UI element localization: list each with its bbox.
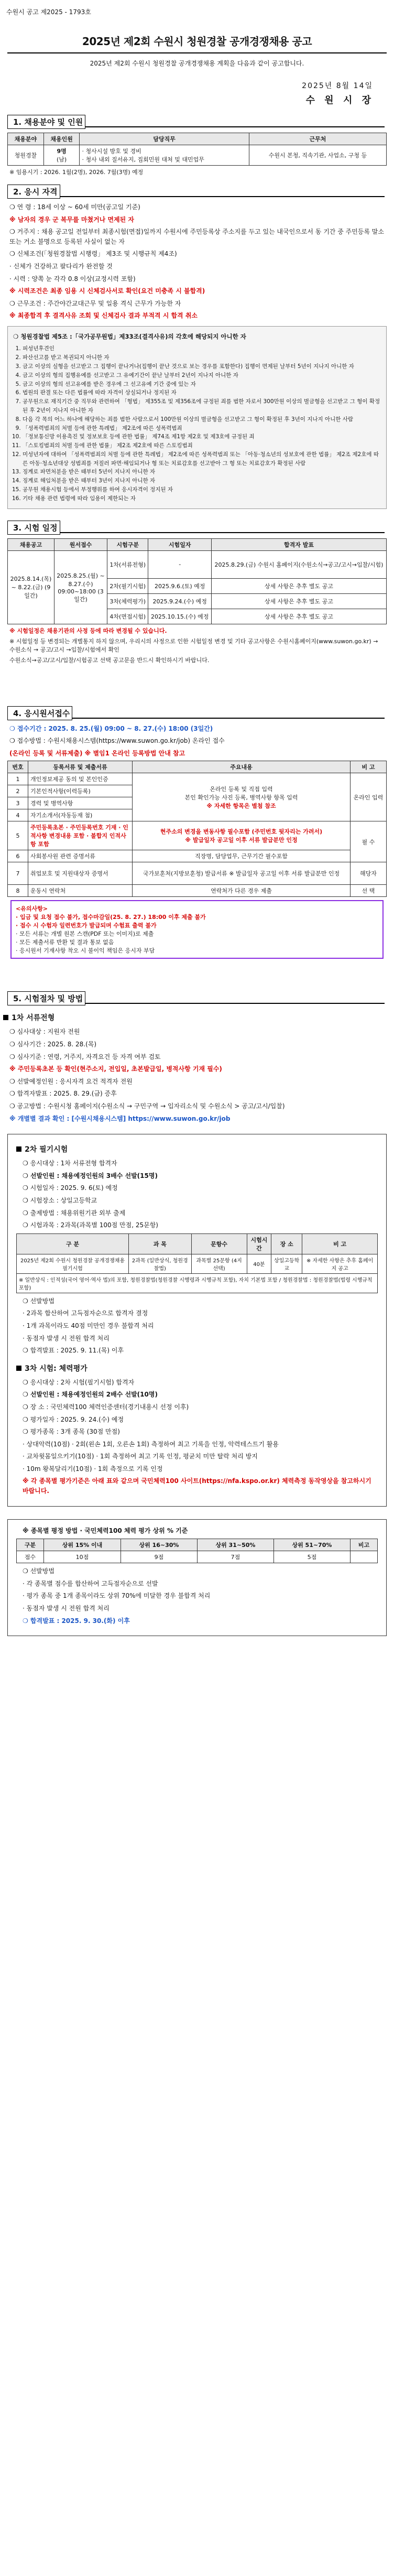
written-exam-table: 구 분 과 목 문항수 시험시간 장 소 비 고 2025년 제2회 수원시 청원경찰 공개경쟁채용 필기시험 2과목 (일반상식, 청원경찰법) 과목별 25문항 (4지 선택) 40분 상일고등학교 ※ 자세한 사항은 추후 홈페이지 공고 ※ 일반상식 : 인적성(국어 영어·역사 법)의 포함, 청원경찰법(청원경찰 시행령과 시행규칙 포함), 자치 기본법 포함 / 청원경찰법 : 청원경찰법(법령 시행규칙 포함) [16, 1233, 378, 1293]
req-military-note: ※ 남자의 경우 군 복무를 마쳤거나 면제된 자 [9, 215, 134, 223]
stage-1-title: 1차 서류전형 [3, 1012, 391, 1023]
result-cell: 상세 사항은 추후 별도 공고 [211, 609, 386, 624]
square-bullet-icon [3, 1015, 8, 1020]
announce-cell: 2025.8.14.(목) ~ 8.22.(금) (9일간) [8, 550, 54, 624]
table-header: 채용공고 [8, 538, 54, 550]
caution-box: <유의사항> · 입금 및 요청 접수 불가, 접수마감일(25. 8. 27.) 18:00 이후 제출 불가 · 접수 시 수험자 일련번호가 발급되며 수험표 출력 불가 · 모든 서류는 개별 원본 스캔(PDF 또는 이미지)로 제출 · 모든 제출서류 반환 및 결과 통보 없음 · 응시원서 기재사항 착오 시 불이익 책임은 응시자 부담 [10, 900, 384, 959]
list-item: 12. 미성년자에 대하여 「성폭력범죄의 처벌 등에 관한 특례법」 제2조에 따른 성폭력범죄 또는 「아동·청소년의 성보호에 관한 법률」 제2조 제2호에 따른 아동·청소년대상 성범죄를 저질러 파면·해임되거나 형 또는 치료감호를 선고받아 그 형 또는 치료감호가 확정된 사람 [23, 450, 381, 468]
table-header: 근무처 [249, 133, 386, 145]
section-4-title: 4. 응시원서접수 [7, 706, 72, 720]
list-item: 14. 징계로 해임처분을 받은 때부터 3년이 지나지 아니한 자 [23, 477, 381, 485]
workplace-cell: 수원시 본청, 직속기관, 사업소, 구청 등 [249, 145, 386, 166]
disqualification-box [7, 326, 387, 509]
square-bullet-icon [16, 1146, 21, 1152]
table-header: 합격자 발표 [211, 538, 386, 550]
appointment-note: ※ 임용시기 : 2026. 1월(2명), 2026. 7월(3명) 예정 [9, 169, 144, 176]
type-cell: 3차(체력평가) [107, 593, 148, 609]
table-header: 담당직무 [80, 133, 249, 145]
table-row: 6 사회봉사원 관련 증명서류 직장명, 담당업무, 근무기간 필수포함 [8, 850, 387, 862]
type-cell: 2차(필기시험) [107, 578, 148, 593]
list-item: 7. 공무원으로 재직기간 중 직무와 관련하여 「형법」 제355조 및 제356조에 규정된 죄를 범한 자로서 300만원 이상의 벌금형을 선고받고 그 형이 확정된 후 2년이 지나지 아니한 자 [23, 397, 381, 415]
date-cell: 2025.9.24.(수) 예정 [148, 593, 212, 609]
table-header: 주요내용 [133, 761, 351, 773]
table-row [8, 550, 387, 578]
signer: 수 원 시 장 [305, 95, 374, 106]
apply-method-note: (온라인 등록 및 서류제출) ※ 별임1 온라인 등록방법 안내 참고 [9, 749, 185, 757]
section-3-title: 3. 시험 일정 [7, 521, 60, 535]
table-header: 원서접수 [54, 538, 107, 550]
schedule-note-2: ※ 시험일정 등 변경되는 개별통지 하지 않으며, 우리시의 사정으로 인한 시험일정 변경 및 기타 공고사항은 수원시홈페이지(www.suwon.go.kr) → 수원소식 → 공고/고시 →입찰/시험에서 확인 [9, 637, 378, 653]
section-3-header [7, 521, 387, 534]
date-cell: 2025.9.6.(토) 예정 [148, 578, 212, 593]
req-cancel-note: ※ 최종합격 후 결격사유 조회 및 신체검사 결과 부적격 시 합격 취소 [9, 312, 198, 320]
duties-cell: · 청사시설 방호 및 경비 · 청사 내외 질서유지, 집회민원 대처 및 대민업무 [80, 145, 249, 166]
type-cell: 4차(면접시험) [107, 609, 148, 624]
table-header: 시험일자 [148, 538, 212, 550]
table-row: 점수 10점 9점 7점 5점 [17, 1551, 378, 1563]
table-row: 4 자기소개서(자동등재 첨) [8, 809, 387, 821]
fitness-score-box: ※ 종목별 평정 방법 · 국민체력100 체력 평가 상위 % 기준 구분 상위 15% 이내 상위 16~30% 상위 31~50% 상위 51~70% 비고 점수 10점 9점 7점 5점 ❍ 선발방법 · 각 종목별 점수를 합산하여 고득점자순으로 선발 · 평가 종목 중 1개 종목이라도 상위 70%에 미달한 경우 불합격 처리 · 동점자 발생 시 전원 합격 처리 ❍ 합격발표 : 2025. 9. 30.(화) 이후 [7, 1519, 387, 1637]
section-1-title: 1. 채용분야 및 인원 [7, 115, 85, 129]
recruit-table [7, 133, 387, 166]
title-divider [7, 52, 387, 53]
page-title: 2025년 제2회 수원시 청원경찰 공개경쟁채용 공고 [82, 35, 312, 48]
table-header: 채용인원 [43, 133, 80, 145]
list-item: 13. 징계로 파면처분을 받은 때부터 5년이 지나지 아니한 자 [23, 468, 381, 477]
fitness-score-table: 구분 상위 15% 이내 상위 16~30% 상위 31~50% 상위 51~70% 비고 점수 10점 9점 7점 5점 [16, 1539, 378, 1563]
table-header: 시험구분 [107, 538, 148, 550]
table-header: 채용분야 [8, 133, 44, 145]
type-cell: 1차(서류전형) [107, 550, 148, 578]
table-header: 번호 [8, 761, 28, 773]
result-cell: 2025.8.29.(금) 수원시 홈페이지(수원소식→공고/고시→입찰/시험) [211, 550, 386, 578]
req-vision-note: ※ 시력조건은 최종 임용 시 신체검사서로 확인(요건 미충족 시 불합격) [9, 287, 205, 295]
result-cell: 상세 사항은 추후 별도 공고 [211, 593, 386, 609]
date-cell: - [148, 550, 212, 578]
list-item: 4. 금고 이상의 형의 집행유예를 선고받고 그 유예기간이 끝난 날부터 2년이 지나지 아니한 자 [23, 371, 381, 380]
section-2-header [7, 185, 387, 198]
section-5-header [7, 991, 387, 1005]
table-row: 3 경력 및 병역사항 [8, 797, 387, 809]
table-row: 1 개인정보제공 동의 및 본인인증 온라인 등록 및 직접 입력 본인 확인가능 사진 등록, 병역사항 항목 입력 ※ 자세한 항목은 별첨 참조 온라인 입력 [8, 773, 387, 785]
req-body-2: · 시력 : 양쪽 눈 각각 0.8 이상(교정시력 포함) [9, 275, 136, 283]
list-item: 5. 금고 이상의 형의 선고유예를 받은 경우에 그 선고유예 기간 중에 있는 자 [23, 380, 381, 389]
table-row: 5 주민등록초본 · 주민등록번호 기재 · 인적사항 변경내용 포함 · 불합지 인적사항 포함 현주소의 변경을 변동사항 필수포함 (주민번호 뒷자리는 가려서) ※ 발급일자 공고일 이후 서류 발급분만 인정 필 수 [8, 821, 387, 850]
req-residence: ❍ 거주지 : 채용 공고일 전일부터 최종시험(면접)일까지 수원시에 주민등록상 주소지를 두고 있는 내국인으로서 동 기간 중 주민등록 말소 또는 거소 불명으로 등록된 사실이 없는 자 [9, 228, 384, 245]
square-bullet-icon [16, 1366, 21, 1371]
list-item: 3. 금고 이상의 실형을 선고받고 그 집행이 끝나거나(집행이 끝난 것으로 보는 경우를 포함한다) 집행이 면제된 날부터 5년이 지나지 아니한 자 [23, 362, 381, 371]
req-age: ❍ 연 령 : 18세 이상 ~ 60세 미만(공고일 기준) [9, 203, 140, 211]
table-row: ※ 일반상식 : 인적성(국어 영어·역사 법)의 포함, 청원경찰법(청원경찰 시행령과 시행규칙 포함), 자치 기본법 포함 / 청원경찰법 : 청원경찰법(법령 시행규칙 포함) [17, 1273, 378, 1293]
schedule-note-1: ※ 시험일정은 채용기관의 사정 등에 따라 변경될 수 있습니다. [9, 627, 167, 634]
date-cell: 2025.10.15.(수) 예정 [148, 609, 212, 624]
list-item: 15. 공무원 채용시험 등에서 부정행위를 하여 응시자격이 정지된 자 [23, 485, 381, 494]
intro-text: 2025년 제2회 수원시 청원경찰 공개경쟁채용 계획을 다음과 같이 공고합니다. [90, 60, 304, 67]
table-header: 등록서류 및 제출서류 [28, 761, 133, 773]
table-row: 2 기본인적사항(이력등록) [8, 785, 387, 797]
result-cell: 상세 사항은 추후 별도 공고 [211, 578, 386, 593]
field-cell: 청원경찰 [8, 145, 44, 166]
table-row: 2025년 제2회 수원시 청원경찰 공개경쟁채용 필기시험 2과목 (일반상식, 청원경찰법) 과목별 25문항 (4지 선택) 40분 상일고등학교 ※ 자세한 사항은 추후 홈페이지 공고 [17, 1254, 378, 1273]
notice-page: 수원시 공고 제2025 - 1793호 2025년 제2회 수원시 청원경찰 공개경쟁채용 공고 2025년 제2회 수원시 청원경찰 공개경쟁채용 계획을 다음과 같이 공고합니다. 2025년 8월 14일 수 원 시 장 1. 채용분야 및 인원 채용분야 채용인원 담당직무 근무처 청원경찰 9명 (남) · 청사시설 방호 및 경비 · 청사 내외 질서유지, 집회민원 대처 및 대민업무 수원시 본청, 직속기관, 사업소, 구청 등 ※ 임용시기 : 2026. 1월(2명), 2026. 7월(3명) 예정 2. 응시 자격 ❍ 연 령 : 18세 이상 ~ 60세 미만(공고일 기준) ※ 남자의 경우 군 복무를 마쳤거나 면제된 자 ❍ 거주지 : 채용 공고일 전일부터 최종시험(면접)일까지 수원시에 주민등록상 주소지를 두고 있는 내국인으로서 동 기간 중 주민등록 말소 또는 거소 불명으로 등록된 사실이 없는 자 ❍ 신체조건(「청원경찰법 시행령」 제3조 및 시행규칙 제4조) · 신체가 건강하고 팔다리가 완전할 것 · 시력 : 양쪽 눈 각각 0.8 이상(교정시력 포함) ※ 시력조건은 최종 임용 시 신체검사서로 확인(요건 미충족 시 불합격) ❍ 근무조건 : 주간야간교대근무 및 일용 격식 근무가 가능한 자 ※ 최종합격 후 결격사유 조회 및 신체검사 결과 부적격 시 합격 취소 ❍ 청원경찰법 제5조 :「국가공무원법」제33조(결격사유)의 각호에 해당되지 아니한 자 1. 피성년후견인 2. 파산선고를 받고 복권되지 아니한 자 3. 금고 이상의 실형을 선고받고 그 집행이 끝나거나(집행이 끝난 것으로 보는 경우를 포함한다) 집행이 면제된 날부터 5년이 지나지 아니한 자 4. 금고 이상의 형의 집행유예를 선고받고 그 유예기간이 끝난 날부터 2년이 지나지 아니한 자 5. 금고 이상의 형의 선고유예를 받은 경우에 그 선고유예 기간 중에 있는 자 6. 법원의 판결 또는 다른 법률에 따라 자격이 상실되거나 정지된 자 7. 공무원으로 재직기간 중 직무와 관련하여 「형법」 제355조 및 제356조에 규정된 죄를 범한 자로서 300만원 이상의 벌금형을 선고받고 그 형이 확정된 후 2년이 지나지 아니한 자 8. 다음 각 목의 어느 하나에 해당하는 죄를 범한 사람으로서 100만원 이상의 벌금형을 선고받고 그 형이 확정된 후 3년이 지나지 아니한 사람 9. 「성폭력범죄의 처벌 등에 관한 특례법」 제2조에 따른 성폭력범죄 10. 「정보통신망 이용촉진 및 정보보호 등에 관한 법률」 제74조 제1항 제2호 및 제3호에 규정된 죄 11. 「스토킹범죄의 처벌 등에 관한 법률」 제2조 제2호에 따른 스토킹범죄 12. 미성년자에 대하여 「성폭력범죄의 처벌 등에 관한 특례법」 제2조에 따른 성폭력범죄 또는 「아동·청소년의 성보호에 관한 법률」 제2조 제2호에 따른 아동·청소년대상 성범죄를 저질러 파면·해임되거나 형 또는 치료감호를 선고받아 그 형 또는 치료감호가 확정된 사람 13. 징계로 파면처분을 받은 때부터 5년이 지나지 아니한 자 14. 징계로 해임처분을 받은 때부터 3년이 지나지 아니한 자 15. 공무원 채용시험 등에서 부정행위를 하여 응시자격이 정지된 자 16. 기타 채용 관련 법령에 따라 임용이 제한되는 자 3. 시험 일정 채용공고 원서접수 시험구분 시험일자 합격자 발표 2025.8.14.(목) ~ 8.22.(금) (9일간) 2025.8.25.(월) ~ 8.27.(수) 09:00~18:00 (3일간) 1차(서류전형) - 2025.8.29.(금) 수원시 홈페이지(수원소식→공고/고시→입찰/시험) 2차(필기시험) 2025.9.6.(토) 예정 상세 사항은 추후 별도 공고 3차(체력평가) 2025.9.24.(수) 예정 상세 사항은 추후 별도 공고 4차(면접시험) 2025.10.15.(수) 예정 상세 사항은 추후 별도 공고 ※ 시험일정은 채용기관의 사정 등에 따라 변경될 수 있습니다. ※ 시험일정 등 변경되는 개별통지 하지 않으며, 우리시의 사정으로 인한 시험일정 변경 및 기타 공고사항은 수원시홈페이지(www.suwon.go.kr) → 수원소식 → 공고/고시 →입찰/시험에서 확인 수원소식→공고/고시/입찰/시험공고 선택 공고문을 반드시 확인하시기 바랍니다. 4. 응시원서접수 ❍ 접수기간 : 2025. 8. 25.(월) 09:00 ~ 8. 27.(수) 18:00 (3일간) ❍ 접수방법 : 수원시채용시스템(https://www.suwon.go.kr/job) 온라인 접수 (온라인 등록 및 서류제출) ※ 별임1 온라인 등록방법 안내 참고 번호 등록서류 및 제출서류 주요내용 비 고 1 개인정보제공 동의 및 본인인증 온라인 등록 및 직접 입력 본인 확인가능 사진 등록, 병역사항 항목 입력 ※ 자세한 항목은 별첨 참조 온라인 입력 2 기본인적사항(이력등록) 3 경력 및 병역사항 4 자기소개서(자동등재 첨) 5 주민등록초본 · 주민등록번호 기재 · 인적사항 변경내용 포함 · 불합지 인적사항 포함 현주소의 변경을 변동사항 필수포함 (주민번호 뒷자리는 가려서) ※ 발급일자 공고일 이후 서류 발급분만 인정 필 수 6 사회봉사원 관련 증명서류 직장명, 담당업무, 근무기간 필수포함 7 취업보호 및 지원대상자 증명서 국가보훈처(지방보훈청) 발급서류 ※ 발급일자 공고일 이후 서류 발급분만 인정 해당자 8 운동시 연락처 연락처가 다른 경우 제출 선 택 <유의사항> · 입금 및 요청 접수 불가, 접수마감일(25. 8. 27.) 18:00 이후 제출 불가 · 접수 시 수험자 일련번호가 발급되며 수험표 출력 불가 · 모든 서류는 개별 원본 스캔(PDF 또는 이미지)로 제출 · 모든 제출서류 반환 및 결과 통보 없음 · 응시원서 기재사항 착오 시 불이익 책임은 응시자 부담 5. 시험절차 및 방법 1차 서류전형 ❍ 심사대상 : 지원자 전원 ❍ 심사기간 : 2025. 8. 28.(목) ❍ 심사기준 : 연령, 거주지, 자격요건 등 자격 여부 검토 ※ 주민등록초본 등 확인(현주소지, 전입일, 초본발급일, 병적사항 기재 필수) ❍ 선발예정인원 : 응시자격 요건 적격자 전원 ❍ 합격자발표 : 2025. 8. 29.(금) 증후 ❍ 공고방법 : 수원시청 홈페이지(수원소식 → 구민구역 → 입자리소식 및 수원소식 > 공고/고시/입찰) ※ 개별별 결과 확인 : [수원시채용시스템] https://www.suwon.go.kr/job 2차 필기시험 ❍ 응시대상 : 1차 서류전형 합격자 ❍ 선발인원 : 채용예정인원의 3배수 선발(15명) ❍ 시험일자 : 2025. 9. 6(토) 예정 ❍ 시험장소 : 상일고등학교 ❍ 출제방법 : 채용위원기관 외부 출제 ❍ 시험과목 : 2과목(과목별 100점 만점, 25문항) 구 분 과 목 문항수 시험시간 장 소 비 고 2025년 제2회 수원시 청원경찰 공개경쟁채용 필기시험 2과목 (일반상식, 청원경찰법) 과목별 25문항 (4지 선택) 40분 상일고등학교 ※ 자세한 사항은 추후 홈페이지 공고 ※ 일반상식 : 인적성(국어 영어·역사 법)의 포함, 청원경찰법(청원경찰 시행령과 시행규칙 포함), 자치 기본법 포함 / 청원경찰법 : 청원경찰법(법령 시행규칙 포함) ❍ 선발방법 · 2과목 합산하여 고득점자순으로 합격자 결정 · 1개 과목이라도 40점 미만인 경우 불합격 처리 · 동점자 발생 시 전원 합격 처리 ❍ 합격발표 : 2025. 9. 11.(목) 이후 3차 시험: 체력평가 ❍ 응시대상 : 2차 시험(필기시험) 합격자 ❍ 선발인원 : 채용예정인원의 2배수 선발(10명) ❍ 장 소 : 국민체력100 체력인증센터(경기내용시 선정 이후) ❍ 평가일자 : 2025. 9. 24.(수) 예정 ❍ 평가종목 : 3개 종목 (30점 만점) · 상대악력(10점) · 2회(왼손 1회, 오른손 1회) 측정하여 최고 기록을 인정, 악력테스트기 활용 · 교차윗몸일으키기(10점) · 1회 측정하여 최고 기록 인정, 평균치 미만 탈락 처리 방지 · 10m 왕복달리기(10점) · 1회 측정으로 기록 인정 ※ 각 종목별 평가기준은 아래 표와 같으며 국민체력100 사이트(https://nfa.kspo.or.kr) 체력측정 동작영상을 참고하시기 바랍니다. ※ 종목별 평정 방법 · 국민체력100 체력 평가 상위 % 기준 구분 상위 15% 이내 상위 16~30% 상위 31~50% 상위 51~70% 비고 점수 10점 9점 7점 5점 ❍ 선발방법 · 각 종목별 점수를 합산하여 고득점자순으로 선발 · 평가 종목 중 1개 종목이라도 상위 70%에 미달한 경우 불합격 처리 · 동점자 발생 시 전원 합격 처리 ❍ 합격발표 : 2025. 9. 30.(화) 이후 [0, 0, 394, 2576]
req-work: ❍ 근무조건 : 주간야간교대근무 및 일용 격식 근무가 가능한 자 [9, 299, 181, 307]
list-item: 6. 법원의 판결 또는 다른 법률에 따라 자격이 상실되거나 정지된 자 [23, 388, 381, 397]
disqualification-list [13, 344, 381, 503]
section-4-header [7, 706, 387, 720]
schedule-table [7, 538, 387, 624]
list-item: 9. 「성폭력범죄의 처벌 등에 관한 특례법」 제2조에 따른 성폭력범죄 [23, 424, 381, 433]
stage-2-3-box: 2차 필기시험 ❍ 응시대상 : 1차 서류전형 합격자 ❍ 선발인원 : 채용예정인원의 3배수 선발(15명) ❍ 시험일자 : 2025. 9. 6(토) 예정 ❍ 시험장소 : 상일고등학교 ❍ 출제방법 : 채용위원기관 외부 출제 ❍ 시험과목 : 2과목(과목별 100점 만점, 25문항) 구 분 과 목 문항수 시험시간 장 소 비 고 2025년 제2회 수원시 청원경찰 공개경쟁채용 필기시험 2과목 (일반상식, 청원경찰법) 과목별 25문항 (4지 선택) 40분 상일고등학교 ※ 자세한 사항은 추후 홈페이지 공고 ※ 일반상식 : 인적성(국어 영어·역사 법)의 포함, 청원경찰법(청원경찰 시행령과 시행규칙 포함), 자치 기본법 포함 / 청원경찰법 : 청원경찰법(법령 시행규칙 포함) ❍ 선발방법 · 2과목 합산하여 고득점자순으로 합격자 결정 · 1개 과목이라도 40점 미만인 경우 불합격 처리 · 동점자 발생 시 전원 합격 처리 ❍ 합격발표 : 2025. 9. 11.(목) 이후 3차 시험: 체력평가 ❍ 응시대상 : 2차 시험(필기시험) 합격자 ❍ 선발인원 : 채용예정인원의 2배수 선발(10명) ❍ 장 소 : 국민체력100 체력인증센터(경기내용시 선정 이후) ❍ 평가일자 : 2025. 9. 24.(수) 예정 ❍ 평가종목 : 3개 종목 (30점 만점) · 상대악력(10점) · 2회(왼손 1회, 오른손 1회) 측정하여 최고 기록을 인정, 악력테스트기 활용 · 교차윗몸일으키기(10점) · 1회 측정하여 최고 기록 인정, 평균치 미만 탈락 처리 방지 · 10m 왕복달리기(10점) · 1회 측정으로 기록 인정 ※ 각 종목별 평가기준은 아래 표와 같으며 국민체력100 사이트(https://nfa.kspo.or.kr) 체력측정 동작영상을 참고하시기 바랍니다. [7, 1134, 387, 1506]
section-2-title: 2. 응시 자격 [7, 185, 60, 199]
req-body: ❍ 신체조건(「청원경찰법 시행령」 제3조 및 시행규칙 제4조) [9, 250, 177, 258]
table-row: 7 취업보호 및 지원대상자 증명서 국가보훈처(지방보훈청) 발급서류 ※ 발급일자 공고일 이후 서류 발급분만 인정 해당자 [8, 862, 387, 885]
list-item: 8. 다음 각 목의 어느 하나에 해당하는 죄를 범한 사람으로서 100만원 이상의 벌금형을 선고받고 그 형이 확정된 후 3년이 지나지 아니한 사람 [23, 415, 381, 424]
job-system-link[interactable]: ※ 개별별 결과 확인 : [수원시채용시스템] https://www.suwon.go.kr/job [9, 1114, 231, 1122]
section-1-header [7, 115, 387, 128]
table-header: 비 고 [351, 761, 387, 773]
apply-method: ❍ 접수방법 : 수원시채용시스템(https://www.suwon.go.kr/job) 온라인 접수 [9, 737, 225, 745]
table-row [8, 145, 387, 166]
stage-2-title: 2차 필기시험 [16, 1144, 378, 1154]
list-item: 16. 기타 채용 관련 법령에 따라 임용이 제한되는 자 [23, 494, 381, 503]
req-body-1: · 신체가 건강하고 팔다리가 완전할 것 [9, 262, 113, 270]
apply-cell: 2025.8.25.(월) ~ 8.27.(수) 09:00~18:00 (3일간) [54, 550, 107, 624]
notice-number: 수원시 공고 제2025 - 1793호 [6, 8, 91, 16]
list-item: 11. 「스토킹범죄의 처벌 등에 관한 법률」 제2조 제2호에 따른 스토킹범죄 [23, 441, 381, 450]
list-item: 2. 파산선고를 받고 복권되지 아니한 자 [23, 353, 381, 362]
count-cell: 9명 (남) [43, 145, 80, 166]
notice-date: 2025년 8월 14일 [302, 82, 373, 90]
section-5-title: 5. 시험절차 및 방법 [7, 991, 85, 1005]
list-item: 10. 「정보통신망 이용촉진 및 정보보호 등에 관한 법률」 제74조 제1항 제2호 및 제3호에 규정된 죄 [23, 432, 381, 441]
disqualification-title: ❍ 청원경찰법 제5조 :「국가공무원법」제33조(결격사유)의 각호에 해당되지 아니한 자 [13, 332, 246, 340]
stage-3-title: 3차 시험: 체력평가 [16, 1363, 378, 1373]
table-row: 8 운동시 연락처 연락처가 다른 경우 제출 선 택 [8, 885, 387, 897]
apply-period: ❍ 접수기간 : 2025. 8. 25.(월) 09:00 ~ 8. 27.(수) 18:00 (3일간) [9, 724, 213, 732]
schedule-note-3: 수원소식→공고/고시/입찰/시험공고 선택 공고문을 반드시 확인하시기 바랍니다. [9, 656, 210, 664]
list-item: 1. 피성년후견인 [23, 344, 381, 353]
documents-table [7, 761, 387, 897]
